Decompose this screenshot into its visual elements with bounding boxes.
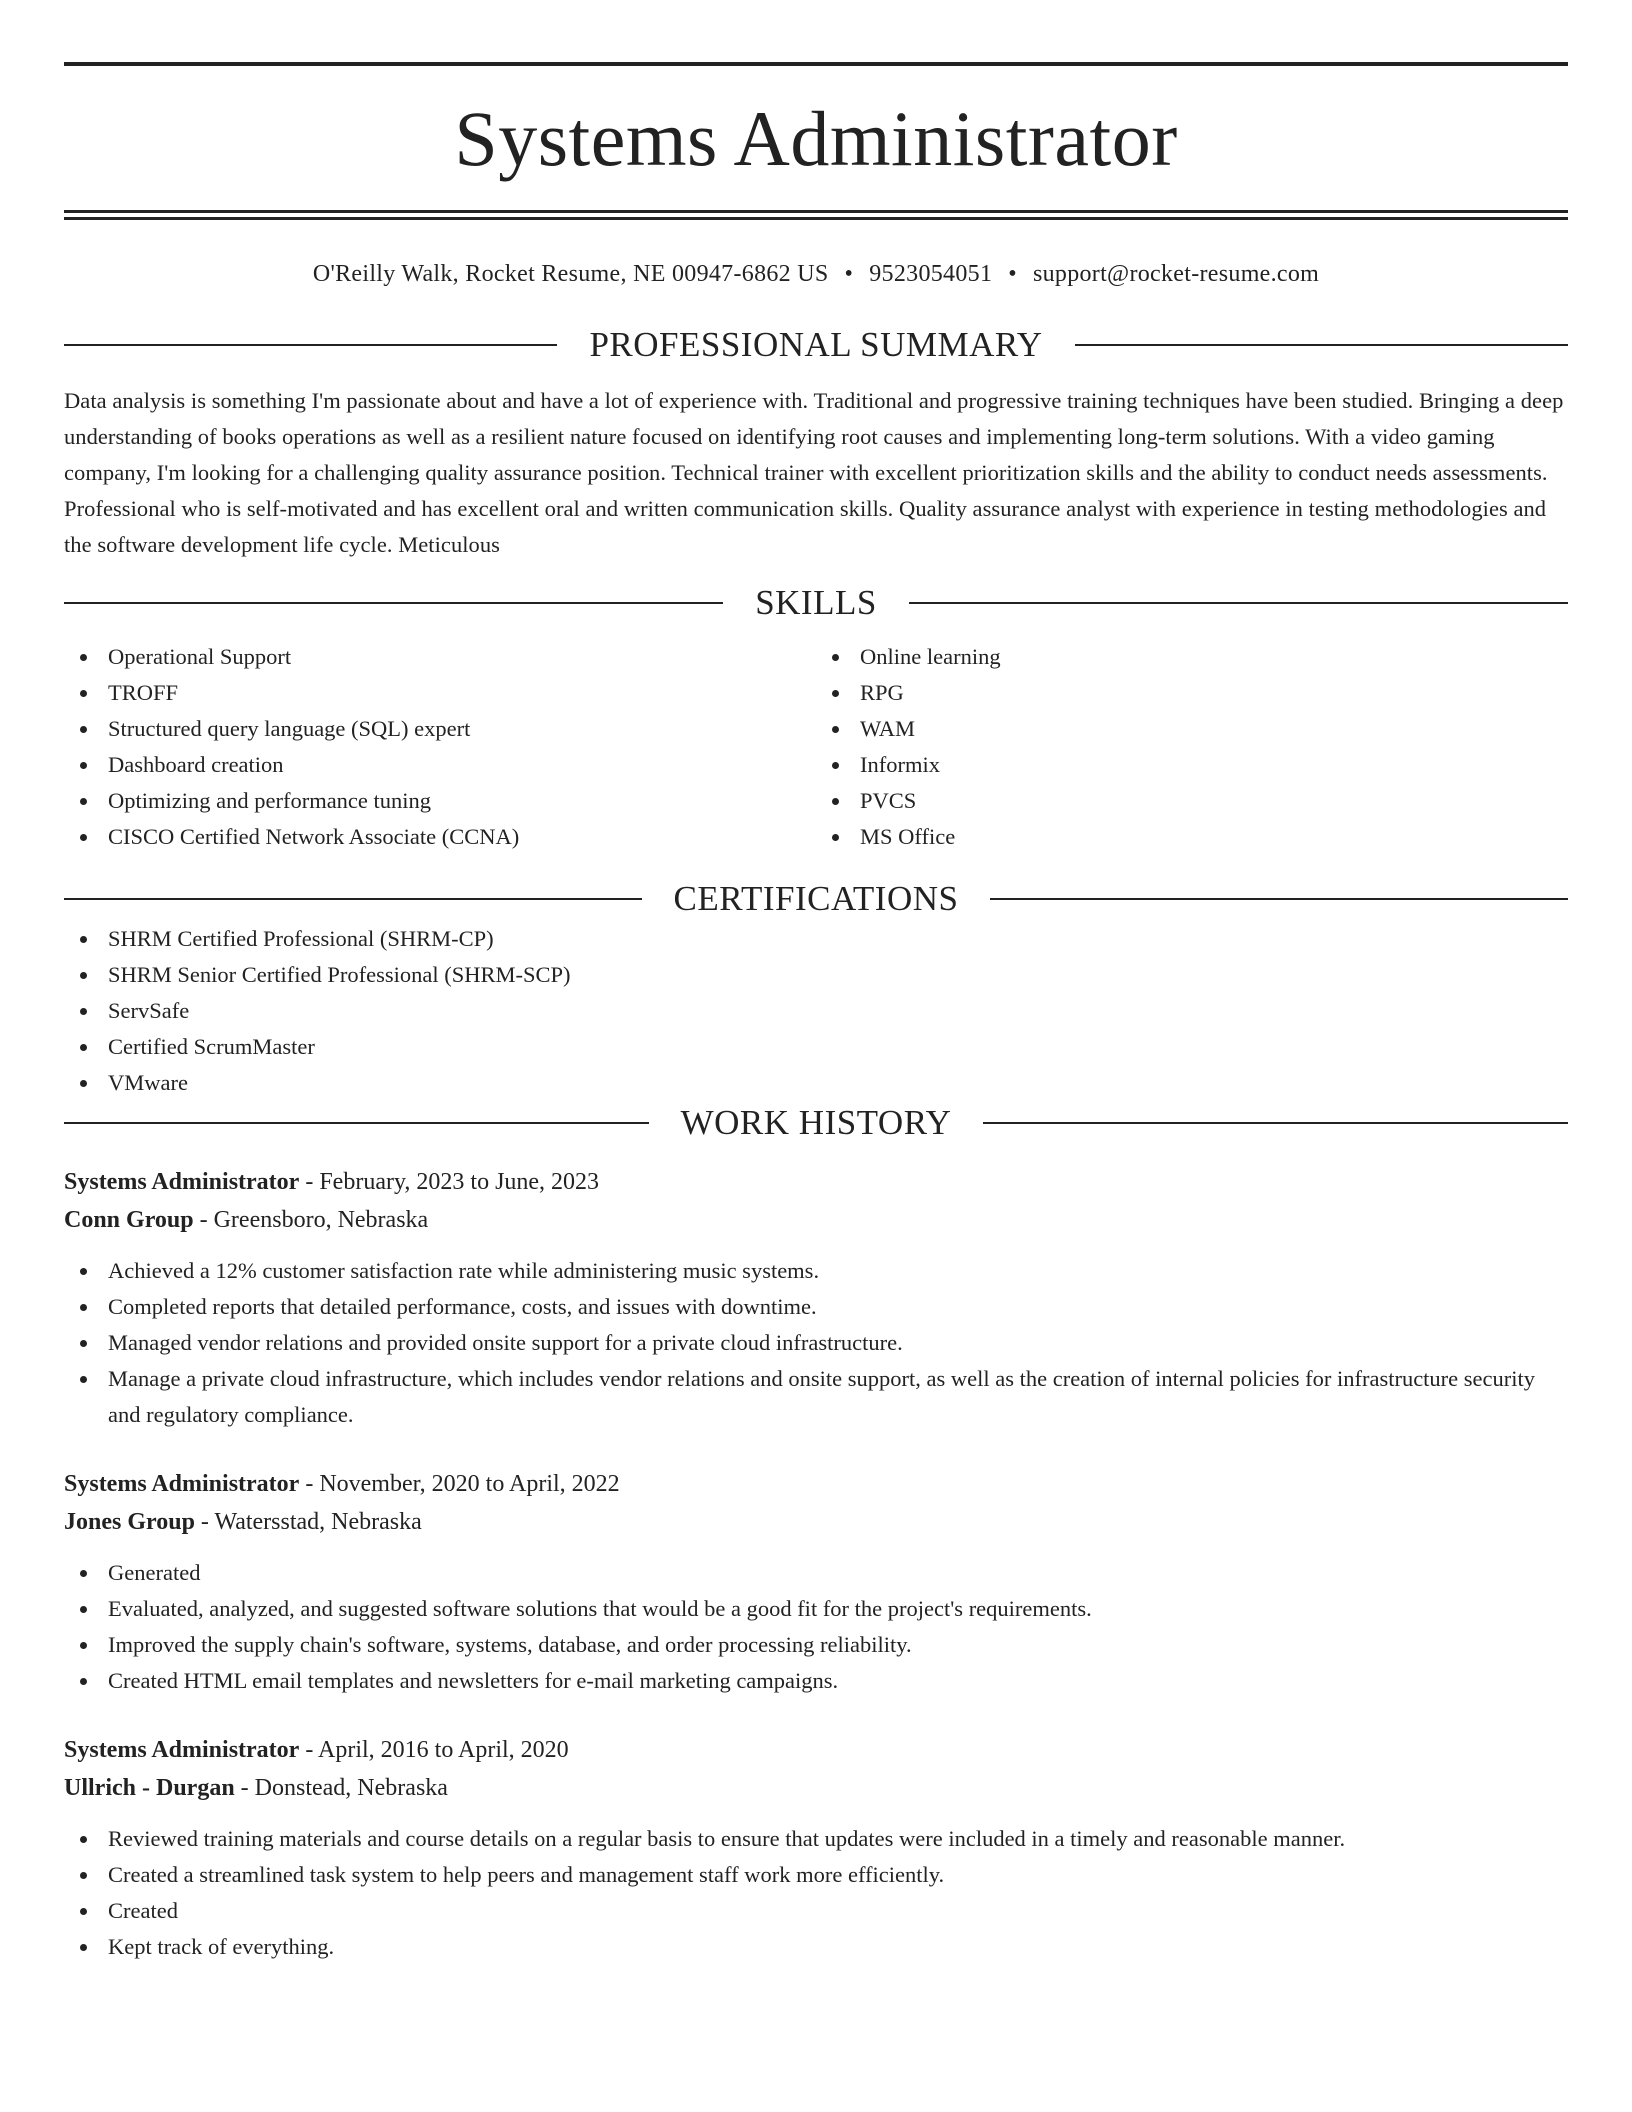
skill-item: RPG xyxy=(816,675,1568,711)
job-company: Conn Group xyxy=(64,1206,194,1233)
job-title: Systems Administrator xyxy=(64,1470,300,1497)
summary-paragraph: Data analysis is something I'm passionate about and have a lot of experience with. Traditional and progressive training techniques have been studied. Bringing a deep understanding of books operations as well as a resilient nature focused on identifying root causes and implementing long-term solutions. With a video gaming company, I'm looking for a challenging quality assurance position. Technical trainer with excellent prioritization skills and the ability to conduct needs assessments. Professional who is self-motivated and has excellent oral and written communication skills. Quality assurance analyst with experience in testing methodologies and the software development life cycle. Meticulous xyxy=(64,387,1564,557)
heading-rule-left xyxy=(64,1122,649,1124)
contact-address: O'Reilly Walk, Rocket Resume, NE 00947-6862 US xyxy=(312,261,829,287)
heading-rule-right xyxy=(983,1122,1568,1124)
job-bullet: Kept track of everything. xyxy=(64,1929,1568,1965)
job-location: - Watersstad, Nebraska xyxy=(200,1508,422,1535)
job-dates: - February, 2023 to June, 2023 xyxy=(305,1168,600,1195)
job-entry xyxy=(64,1163,1568,1433)
top-rule xyxy=(64,62,1568,66)
job-title-line xyxy=(64,1465,1568,1503)
certifications-list xyxy=(64,921,1568,1101)
contact-separator: • xyxy=(1008,261,1017,287)
contact-line xyxy=(64,260,1568,289)
skill-item: Online learning xyxy=(816,639,1568,675)
job-dates: - November, 2020 to April, 2022 xyxy=(305,1470,620,1497)
section-title: CERTIFICATIONS xyxy=(673,878,959,918)
skill-item: Dashboard creation xyxy=(64,747,816,783)
heading-rule-right xyxy=(990,898,1568,900)
skill-item: CISCO Certified Network Associate (CCNA) xyxy=(64,819,816,855)
skills-columns xyxy=(64,639,1568,855)
skill-item: Structured query language (SQL) expert xyxy=(64,711,816,747)
job-bullet: Manage a private cloud infrastructure, which includes vendor relations and onsite support, as well as the creation of internal policies for infrastructure security and regulatory compliance. xyxy=(64,1361,1568,1433)
job-entry xyxy=(64,1465,1568,1699)
job-title: Systems Administrator xyxy=(64,1736,300,1763)
job-title: Systems Administrator xyxy=(64,1168,300,1195)
section-title: PROFESSIONAL SUMMARY xyxy=(589,324,1043,364)
job-location: - Greensboro, Nebraska xyxy=(199,1206,429,1233)
heading-rule-right xyxy=(1075,344,1568,346)
job-entry xyxy=(64,1731,1568,1965)
section-heading-work-history xyxy=(64,1101,1568,1145)
job-title-line xyxy=(64,1163,1568,1201)
certification-item: ServSafe xyxy=(64,993,1568,1029)
skill-item: TROFF xyxy=(64,675,816,711)
section-heading-skills xyxy=(64,581,1568,625)
section-title: SKILLS xyxy=(755,582,877,622)
job-bullet: Improved the supply chain's software, systems, database, and order processing reliability. xyxy=(64,1627,1568,1663)
job-dates: - April, 2016 to April, 2020 xyxy=(305,1736,569,1763)
contact-email: support@rocket-resume.com xyxy=(1032,261,1320,287)
section-title: WORK HISTORY xyxy=(680,1102,952,1142)
skill-item: WAM xyxy=(816,711,1568,747)
skill-item: Informix xyxy=(816,747,1568,783)
skill-item: Optimizing and performance tuning xyxy=(64,783,816,819)
job-bullets xyxy=(64,1555,1568,1699)
job-company-line xyxy=(64,1503,1568,1541)
heading-rule-left xyxy=(64,602,723,604)
job-title-line xyxy=(64,1731,1568,1769)
job-bullet: Generated xyxy=(64,1555,1568,1591)
page-title: Systems Administrator xyxy=(454,95,1178,182)
job-company: Ullrich - Durgan xyxy=(64,1774,235,1801)
job-company: Jones Group xyxy=(64,1508,195,1535)
job-bullet: Created a streamlined task system to help peers and management staff work more efficiently. xyxy=(64,1857,1568,1893)
certification-item: SHRM Senior Certified Professional (SHRM-SCP) xyxy=(64,957,1568,993)
section-heading-certifications xyxy=(64,877,1568,921)
skill-item: Operational Support xyxy=(64,639,816,675)
job-bullet: Created xyxy=(64,1893,1568,1929)
skills-list-left xyxy=(64,639,816,855)
job-bullet: Achieved a 12% customer satisfaction rate while administering music systems. xyxy=(64,1253,1568,1289)
heading-rule-left xyxy=(64,344,557,346)
contact-phone: 9523054051 xyxy=(869,261,993,287)
certification-item: Certified ScrumMaster xyxy=(64,1029,1568,1065)
job-bullet: Completed reports that detailed performance, costs, and issues with downtime. xyxy=(64,1289,1568,1325)
skill-item: PVCS xyxy=(816,783,1568,819)
job-company-line xyxy=(64,1201,1568,1239)
job-location: - Donstead, Nebraska xyxy=(240,1774,448,1801)
contact-separator: • xyxy=(844,261,854,287)
job-bullets xyxy=(64,1821,1568,1965)
skills-list-right xyxy=(816,639,1568,855)
section-heading-summary xyxy=(64,323,1568,367)
heading-rule-right xyxy=(909,602,1568,604)
job-bullets xyxy=(64,1253,1568,1433)
job-bullet: Created HTML email templates and newsletters for e-mail marketing campaigns. xyxy=(64,1663,1568,1699)
certification-item: VMware xyxy=(64,1065,1568,1101)
job-bullet: Evaluated, analyzed, and suggested software solutions that would be a good fit for the project's requirements. xyxy=(64,1591,1568,1627)
job-bullet: Managed vendor relations and provided onsite support for a private cloud infrastructure. xyxy=(64,1325,1568,1361)
heading-rule-left xyxy=(64,898,642,900)
job-company-line xyxy=(64,1769,1568,1807)
job-bullet: Reviewed training materials and course details on a regular basis to ensure that updates were included in a timely and reasonable manner. xyxy=(64,1821,1568,1857)
certification-item: SHRM Certified Professional (SHRM-CP) xyxy=(64,921,1568,957)
skill-item: MS Office xyxy=(816,819,1568,855)
title-double-rule xyxy=(64,210,1568,220)
